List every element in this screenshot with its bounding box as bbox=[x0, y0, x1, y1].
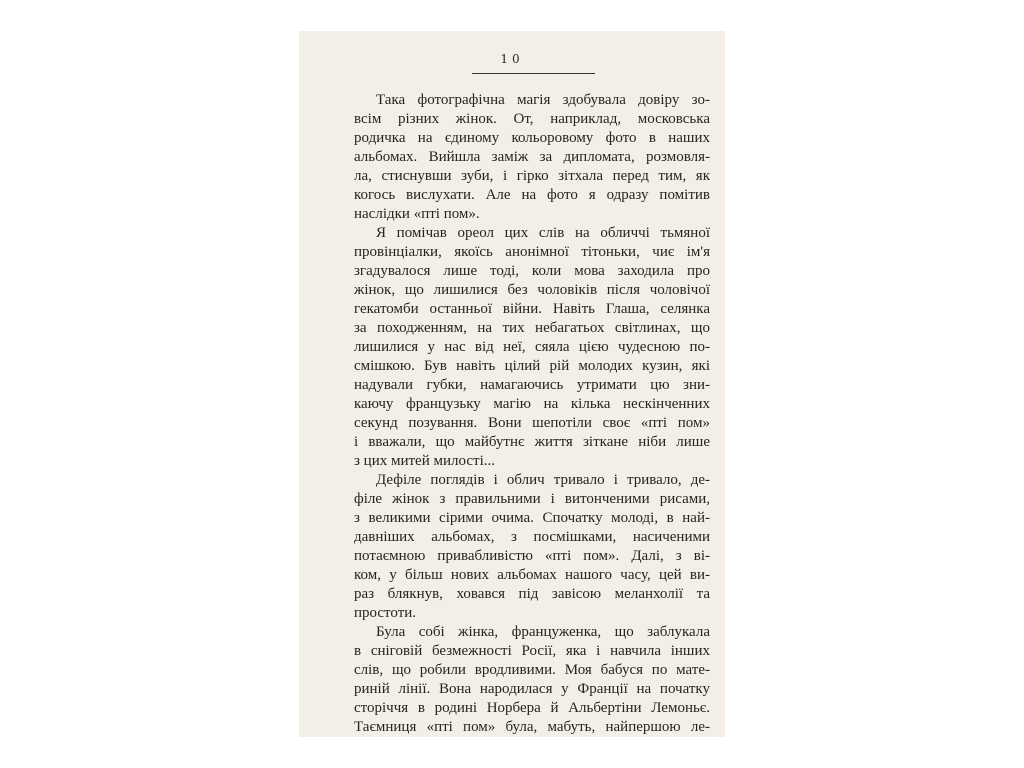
text-line: Таємниця «пті пом» була, мабуть, найпершою ле- bbox=[354, 719, 710, 735]
text-line: простоти. bbox=[354, 605, 417, 621]
text-line: Дефіле поглядів і облич тривало і тривало, де- bbox=[376, 472, 710, 488]
text-line: сторіччя в родині Норбера й Альбертіни Лемоньє. bbox=[354, 700, 710, 716]
text-line: слів, що робили вродливими. Моя бабуся по мате- bbox=[354, 662, 710, 678]
text-line: надували губки, намагаючись утримати цю зни- bbox=[354, 377, 710, 393]
text-line: давніших альбомах, з посмішками, насиченими bbox=[354, 529, 710, 545]
text-line: родичка на єдиному кольоровому фото в наших bbox=[354, 130, 710, 146]
text-line: риній лінії. Вона народилася у Франції на початку bbox=[354, 681, 710, 697]
text-line: гекатомби останньої війни. Навіть Глаша, селянка bbox=[354, 301, 710, 317]
text-line: когось вислухати. Але на фото я одразу помітив bbox=[354, 187, 710, 203]
text-line: Була собі жінка, француженка, що заблукала bbox=[376, 624, 710, 640]
text-line: і вважали, що майбутнє життя зіткане ніби лише bbox=[354, 434, 710, 450]
text-line: Я помічав ореол цих слів на обличчі тьмяної bbox=[376, 225, 710, 241]
text-line: смішкою. Був навіть цілий рій молодих кузин, які bbox=[354, 358, 710, 374]
text-line: потаємною привабливістю «пті пом». Далі, з ві- bbox=[354, 548, 710, 564]
text-line: філе жінок з правильними і витонченими рисами, bbox=[354, 491, 710, 507]
text-line: каючу французьку магію на кілька нескінченних bbox=[354, 396, 710, 412]
text-line: Така фотографічна магія здобувала довіру зо- bbox=[376, 92, 710, 108]
text-line: наслідки «пті пом». bbox=[354, 206, 480, 222]
text-line: провінціалки, якоїсь анонімної тітоньки, чиє ім'я bbox=[354, 244, 710, 260]
page-number: 10 bbox=[500, 52, 524, 66]
text-line: згадувалося лише тоді, коли мова заходила про bbox=[354, 263, 710, 279]
text-line: з цих митей милості... bbox=[354, 453, 495, 469]
text-line: секунд позування. Вони шепотіли своє «пті пом» bbox=[354, 415, 710, 431]
text-line: за походженням, на тих небагатьох світлинах, що bbox=[354, 320, 710, 336]
text-line: ла, стиснувши зуби, і гірко зітхала перед тим, як bbox=[354, 168, 710, 184]
text-line: жінок, що лишилися без чоловіків після чоловічої bbox=[354, 282, 710, 298]
text-line: раз блякнув, ховався під завісою меланхолії та bbox=[354, 586, 710, 602]
text-body bbox=[354, 91, 710, 737]
text-line: з великими сірими очима. Спочатку молоді, в най- bbox=[354, 510, 710, 526]
text-line: альбомах. Вийшла заміж за дипломата, розмовля- bbox=[354, 149, 710, 165]
paragraph bbox=[354, 623, 710, 737]
text-line: лишилися у нас від неї, сяяла цією чудесною по- bbox=[354, 339, 710, 355]
paragraph bbox=[354, 224, 710, 471]
text-line: ком, у більш нових альбомах нашого часу, цей ви- bbox=[354, 567, 710, 583]
header-rule bbox=[472, 73, 595, 74]
book-page bbox=[299, 31, 725, 737]
text-line: всім різних жінок. От, наприклад, московська bbox=[354, 111, 710, 127]
paragraph bbox=[354, 471, 710, 623]
text-line: в сніговій безмежності Росії, яка і навчила інших bbox=[354, 643, 710, 659]
paragraph bbox=[354, 91, 710, 224]
